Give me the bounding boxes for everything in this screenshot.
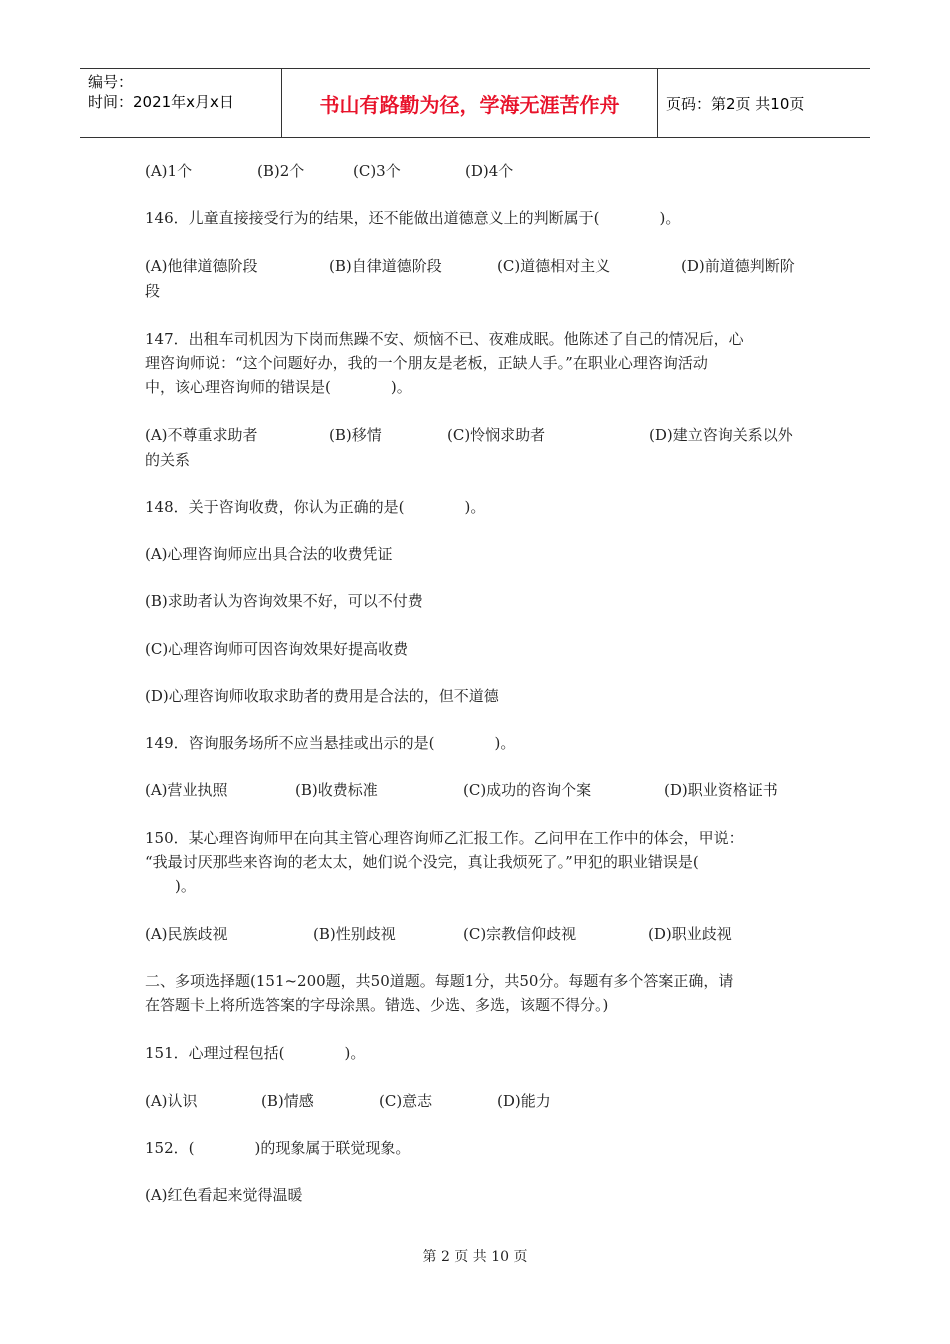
q146-options [145, 254, 810, 278]
q148-option-c: (C)心理咨询师可因咨询效果好提高收费 [145, 640, 409, 658]
q146-option-d-wrap: 段 [145, 282, 161, 300]
q147-options [145, 423, 810, 447]
q145-options [145, 159, 810, 183]
q149-options [145, 778, 810, 802]
q146-option-c: (C)道德相对主义 [497, 257, 611, 275]
q150-option-b: (B)性别歧视 [313, 925, 396, 943]
q147-option-a: (A)不尊重求助者 [145, 426, 258, 444]
q151-option-c: (C)意志 [379, 1092, 433, 1110]
q150-line-2: “我最讨厌那些来咨询的老太太，她们说个没完，真让我烦死了。”甲犯的职业错误是( [145, 853, 699, 871]
section-2-line-1: 二、多项选择题(151~200题，共50道题。每题1分，共50分。每题有多个答案正确，请 [145, 972, 734, 990]
q151-options [145, 1089, 810, 1113]
q147-line-2: 理咨询师说：“这个问题好办，我的一个朋友是老板，正缺人手。”在职业心理咨询活动 [145, 354, 708, 372]
q145-option-a: (A)1个 [145, 162, 193, 180]
document-date: 时间：2021年x月x日 [88, 93, 234, 111]
q151-option-a: (A)认识 [145, 1092, 198, 1110]
section-2-instructions [145, 969, 810, 1017]
q145-option-d: (D)4个 [465, 162, 514, 180]
q146-option-d: (D)前道德判断阶 [681, 257, 795, 275]
q150-line-1: 150．某心理咨询师甲在向其主管心理咨询师乙汇报工作。乙问甲在工作中的体会，甲说： [145, 829, 744, 847]
q152-stem: 152．( )的现象属于联觉现象。 [145, 1139, 411, 1157]
q148-option-d: (D)心理咨询师收取求助者的费用是合法的，但不道德 [145, 687, 499, 705]
header-meta [80, 69, 282, 137]
q149-option-b: (B)收费标准 [295, 781, 378, 799]
q149-option-d: (D)职业资格证书 [664, 781, 778, 799]
q149-option-c: (C)成功的咨询个案 [463, 781, 592, 799]
q150-option-d: (D)职业歧视 [648, 925, 732, 943]
q147-line-3: 中，该心理咨询师的错误是( )。 [145, 378, 412, 396]
q148-stem: 148．关于咨询收费，你认为正确的是( )。 [145, 498, 486, 516]
q149-option-a: (A)营业执照 [145, 781, 228, 799]
q151-option-b: (B)情感 [261, 1092, 314, 1110]
q148-option-b: (B)求助者认为咨询效果不好，可以不付费 [145, 592, 423, 610]
q147-option-b: (B)移情 [329, 426, 382, 444]
q152-option-a: (A)红色看起来觉得温暖 [145, 1186, 303, 1204]
page-footer: 第 2 页 共 10 页 [422, 1249, 528, 1265]
q150-line-3: )。 [145, 877, 196, 895]
q148-option-a: (A)心理咨询师应出具合法的收费凭证 [145, 545, 393, 563]
q151-stem: 151．心理过程包括( )。 [145, 1044, 366, 1062]
document-number: 编号： [88, 73, 134, 91]
q150-option-a: (A)民族歧视 [145, 925, 228, 943]
q147-option-d: (D)建立咨询关系以外 [649, 426, 793, 444]
header-motto: 书山有路勤为径，学海无涯苦作舟 [282, 69, 658, 137]
q150-option-c: (C)宗教信仰歧视 [463, 925, 577, 943]
q146-stem: 146．儿童直接接受行为的结果，还不能做出道德意义上的判断属于( )。 [145, 209, 681, 227]
q147-stem [145, 327, 810, 399]
q150-options [145, 922, 810, 946]
q150-stem [145, 826, 810, 898]
header-page-number: 页码：第2页 共10页 [666, 94, 805, 113]
q151-option-d: (D)能力 [497, 1092, 551, 1110]
q149-stem: 149．咨询服务场所不应当悬挂或出示的是( )。 [145, 734, 516, 752]
section-2-line-2: 在答题卡上将所选答案的字母涂黑。错选、少选、多选，该题不得分。) [145, 996, 609, 1014]
q147-line-1: 147．出租车司机因为下岗而焦躁不安、烦恼不已、夜难成眠。他陈述了自己的情况后，心 [145, 330, 744, 348]
q145-option-c: (C)3个 [353, 162, 401, 180]
q145-option-b: (B)2个 [257, 162, 305, 180]
q146-option-b: (B)自律道德阶段 [329, 257, 442, 275]
q147-option-c: (C)怜悯求助者 [447, 426, 546, 444]
q147-option-d-wrap: 的关系 [145, 451, 191, 469]
page-header [80, 68, 870, 138]
q146-option-a: (A)他律道德阶段 [145, 257, 258, 275]
